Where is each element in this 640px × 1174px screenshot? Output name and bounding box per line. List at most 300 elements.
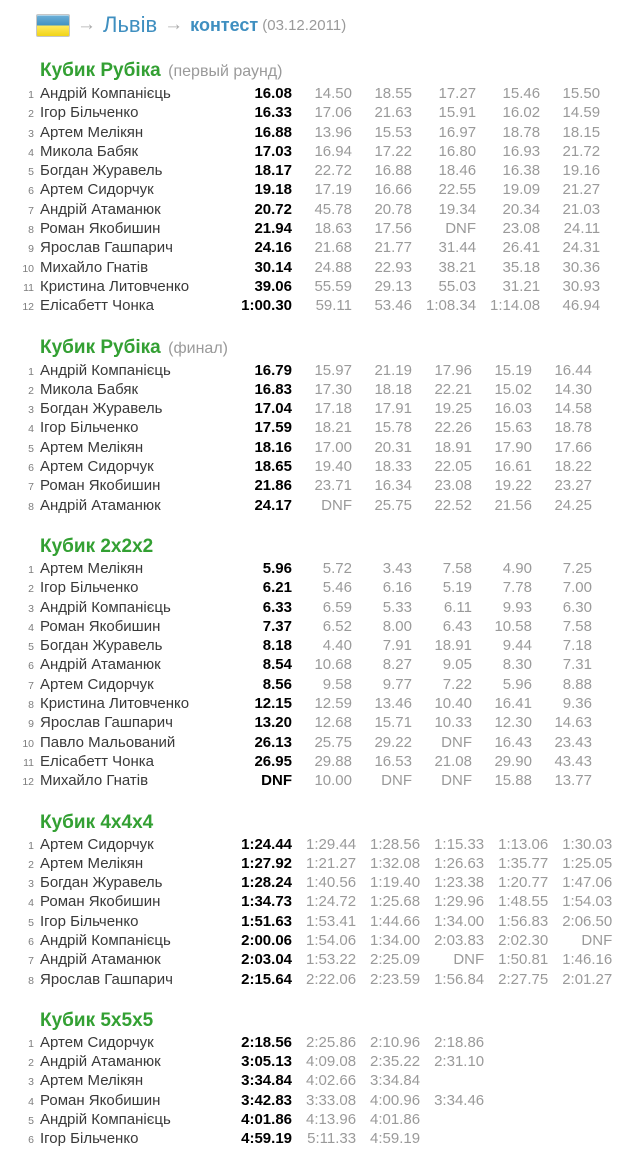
solve-time-cell: 35.18 <box>502 258 541 276</box>
solve-time-cell: 15.88 <box>494 772 532 790</box>
event-heading <box>40 61 640 82</box>
event-round-qualifier: (первый раунд) <box>163 63 283 80</box>
solve-time-cell: 19.22 <box>494 477 532 495</box>
solve-time-cell: 1:26.63 <box>434 854 485 872</box>
solve-time-cell: 43.43 <box>554 752 592 770</box>
competitor-name-cell: Ігор Більченко <box>40 104 139 122</box>
solve-time-cell: 2:18.86 <box>434 1033 485 1051</box>
solve-time-cell: 1:54.03 <box>562 893 613 911</box>
solve-time-cell: 18.15 <box>562 123 601 141</box>
event-section <box>18 1011 640 1150</box>
competitor-name-cell: Ігор Більченко <box>40 579 139 597</box>
solve-time-cell: 1:13.06 <box>498 835 549 853</box>
competitor-name-cell: Богдан Журавель <box>40 400 163 418</box>
result-row <box>18 695 592 714</box>
average-cell: 13.20 <box>254 714 292 732</box>
solve-time-cell: 17.22 <box>374 142 412 160</box>
competitor-name-cell: Роман Якобишин <box>40 220 161 238</box>
result-row <box>18 162 600 181</box>
solve-time-cell: 1:56.84 <box>434 970 485 988</box>
solve-time-cell: 16.44 <box>554 361 592 379</box>
solve-time-cell: 10.68 <box>314 656 352 674</box>
solve-time-cell: 14.30 <box>554 380 592 398</box>
average-cell: 3:34.84 <box>241 1072 292 1090</box>
competitor-name-cell: Кристина Литовченко <box>40 695 190 713</box>
solve-time-cell: 1:34.00 <box>434 912 485 930</box>
city-link[interactable]: Львів <box>103 12 158 37</box>
result-row <box>18 656 592 675</box>
rank-cell: 1 <box>28 839 34 852</box>
average-cell: 21.94 <box>254 220 292 238</box>
solve-time-cell: 18.33 <box>374 458 412 476</box>
rank-cell: 6 <box>28 935 34 948</box>
solve-time-cell: 4.90 <box>502 559 532 577</box>
solve-time-cell: 17.18 <box>314 400 352 418</box>
solve-time-cell: 24.11 <box>563 220 601 238</box>
solve-time-cell: 18.18 <box>374 380 412 398</box>
competitor-name-cell: Ярослав Гашпарич <box>40 970 173 988</box>
competitor-name-cell: Ярослав Гашпарич <box>40 239 173 257</box>
rank-cell: 2 <box>28 108 34 121</box>
average-cell: 2:18.56 <box>241 1033 292 1051</box>
rank-cell: 7 <box>28 204 34 217</box>
solve-time-cell: 24.31 <box>562 239 601 257</box>
solve-time-cell: 12.68 <box>314 714 352 732</box>
solve-time-cell: 15.53 <box>374 123 412 141</box>
result-row <box>18 220 600 239</box>
average-cell: 16.33 <box>254 104 292 122</box>
rank-cell: 12 <box>22 776 34 789</box>
rank-cell: 10 <box>22 737 34 750</box>
solve-time-cell: 5.72 <box>322 559 352 577</box>
solve-time-cell: 21.77 <box>374 239 412 257</box>
solve-time-cell: 7.22 <box>442 675 472 693</box>
solve-time-cell: 16.97 <box>438 123 477 141</box>
rank-cell: 3 <box>28 1076 34 1089</box>
solve-time-cell <box>420 1111 484 1130</box>
solve-time-cell: 2:02.30 <box>498 931 549 949</box>
solve-time-cell: 29.90 <box>494 752 532 770</box>
average-cell: 8.56 <box>262 675 292 693</box>
rank-cell: 3 <box>28 127 34 140</box>
solve-time-cell: 13.77 <box>554 772 592 790</box>
event-title: Кубик 5x5x5 <box>40 1009 154 1031</box>
solve-time-cell: 7.58 <box>442 559 472 577</box>
solve-time-cell: 1:54.06 <box>306 931 357 949</box>
solve-time-cell: DNF <box>441 772 472 790</box>
solve-time-cell: DNF <box>381 772 412 790</box>
result-row <box>18 855 612 874</box>
result-row <box>18 497 592 516</box>
competitor-name-cell: Андрій Атаманюк <box>40 200 161 218</box>
solve-time-cell: 1:47.06 <box>562 874 613 892</box>
solve-time-cell: 20.31 <box>374 438 412 456</box>
result-row <box>18 1034 484 1053</box>
solve-time-cell: 17.66 <box>554 438 592 456</box>
average-cell: 21.86 <box>254 477 292 495</box>
competitor-name-cell: Кристина Литовченко <box>40 277 190 295</box>
rank-cell: 4 <box>28 1095 34 1108</box>
solve-time-cell: 15.91 <box>438 104 477 122</box>
solve-time-cell: 16.34 <box>374 477 412 495</box>
average-cell: 16.08 <box>254 85 292 102</box>
average-cell: 7.37 <box>262 617 292 635</box>
result-row <box>18 143 600 162</box>
solve-time-cell: 1:30.03 <box>562 835 613 853</box>
average-cell: 18.16 <box>254 438 292 456</box>
contest-link[interactable]: контест <box>190 14 259 35</box>
results-table <box>18 85 600 317</box>
average-cell: 8.18 <box>262 637 292 655</box>
result-row <box>18 124 600 143</box>
solve-time-cell: 19.34 <box>438 200 477 218</box>
solve-time-cell: 13.96 <box>314 123 352 141</box>
solve-time-cell: 17.00 <box>314 438 352 456</box>
result-row <box>18 637 592 656</box>
rank-cell: 4 <box>28 146 34 159</box>
result-row <box>18 439 592 458</box>
solve-time-cell: 21.63 <box>374 104 412 122</box>
solve-time-cell: 19.25 <box>434 400 472 418</box>
result-row <box>18 201 600 220</box>
solve-time-cell: 15.50 <box>562 85 601 102</box>
solve-time-cell: 30.93 <box>562 277 601 295</box>
result-row <box>18 400 592 419</box>
solve-time-cell: 15.19 <box>494 361 532 379</box>
competitor-name-cell: Ігор Більченко <box>40 1130 139 1148</box>
average-cell: 18.17 <box>254 162 292 180</box>
solve-time-cell: 17.56 <box>374 220 412 238</box>
competitor-name-cell: Микола Бабяк <box>40 380 139 398</box>
average-cell: 6.21 <box>262 579 292 597</box>
solve-time-cell: 29.13 <box>374 277 412 295</box>
competitor-name-cell: Артем Сидорчук <box>40 1033 154 1051</box>
average-cell: 26.95 <box>254 752 292 770</box>
solve-time-cell: 16.53 <box>374 752 412 770</box>
rank-cell: 7 <box>28 679 34 692</box>
average-cell: 24.16 <box>254 239 292 257</box>
solve-time-cell: 21.08 <box>434 752 472 770</box>
average-cell: 26.13 <box>254 733 292 751</box>
result-row <box>18 104 600 123</box>
rank-cell: 2 <box>28 583 34 596</box>
solve-time-cell: 7.18 <box>562 637 592 655</box>
average-cell: 1:27.92 <box>241 854 292 872</box>
result-row <box>18 874 612 893</box>
contest-date: (03.12.2011) <box>262 16 347 34</box>
competitor-name-cell: Роман Якобишин <box>40 477 161 495</box>
solve-time-cell: 46.94 <box>562 297 601 315</box>
competitor-name-cell: Богдан Журавель <box>40 162 163 180</box>
solve-time-cell: 22.52 <box>434 496 472 514</box>
solve-time-cell: 16.38 <box>502 162 541 180</box>
solve-time-cell: 14.50 <box>314 85 352 102</box>
solve-time-cell: 16.80 <box>438 142 477 160</box>
solve-time-cell: 1:32.08 <box>370 854 421 872</box>
solve-time-cell: 21.68 <box>314 239 352 257</box>
result-row <box>18 893 612 912</box>
solve-time-cell: 29.88 <box>314 752 352 770</box>
solve-time-cell: 7.91 <box>382 637 412 655</box>
solve-time-cell: 2:01.27 <box>562 970 613 988</box>
solve-time-cell: 2:25.09 <box>370 951 421 969</box>
rank-cell: 11 <box>23 756 34 769</box>
solve-time-cell: 22.21 <box>434 380 472 398</box>
breadcrumb <box>36 10 640 40</box>
solve-time-cell: 1:15.33 <box>434 835 485 853</box>
event-section <box>18 338 640 516</box>
solve-time-cell: 7.31 <box>562 656 592 674</box>
competitor-name-cell: Богдан Журавель <box>40 637 163 655</box>
result-row <box>18 836 612 855</box>
results-table <box>18 836 612 990</box>
solve-time-cell: 25.75 <box>374 496 412 514</box>
solve-time-cell: 6.43 <box>442 617 472 635</box>
solve-time-cell: 7.25 <box>562 559 592 577</box>
solve-time-cell: 15.63 <box>494 419 532 437</box>
solve-time-cell: 4:01.86 <box>370 1111 421 1129</box>
solve-time-cell: 9.58 <box>322 675 352 693</box>
average-cell: 16.88 <box>254 123 292 141</box>
competitor-name-cell: Андрій Атаманюк <box>40 1053 161 1071</box>
rank-cell: 6 <box>28 1134 34 1147</box>
solve-time-cell: 9.36 <box>562 695 592 713</box>
solve-time-cell: 17.96 <box>434 361 472 379</box>
solve-time-cell: 9.77 <box>382 675 412 693</box>
solve-time-cell: 10.00 <box>314 772 352 790</box>
result-row <box>18 753 592 772</box>
average-cell: 19.18 <box>254 181 292 199</box>
competitor-name-cell: Артем Сидорчук <box>40 835 154 853</box>
solve-time-cell: 4:13.96 <box>306 1111 357 1129</box>
average-cell: 17.03 <box>254 142 292 160</box>
rank-cell: 6 <box>28 185 34 198</box>
event-heading <box>40 813 640 833</box>
solve-time-cell: 16.41 <box>494 695 532 713</box>
average-cell: 30.14 <box>254 258 292 276</box>
rank-cell: 8 <box>28 699 34 712</box>
average-cell: 8.54 <box>262 656 292 674</box>
solve-time-cell: DNF <box>321 496 352 514</box>
solve-time-cell: 1:14.08 <box>490 297 541 315</box>
competitor-name-cell: Елісабетт Чонка <box>40 752 154 770</box>
solve-time-cell: 18.78 <box>502 123 541 141</box>
solve-time-cell: 18.55 <box>374 85 412 102</box>
solve-time-cell: 4:09.08 <box>306 1053 357 1071</box>
solve-time-cell: 10.40 <box>434 695 472 713</box>
result-row <box>18 1111 484 1130</box>
solve-time-cell: 26.41 <box>502 239 541 257</box>
competitor-name-cell: Андрій Атаманюк <box>40 951 161 969</box>
rank-cell: 2 <box>28 858 34 871</box>
solve-time-cell: 2:35.22 <box>370 1053 421 1071</box>
solve-time-cell: 8.30 <box>502 656 532 674</box>
solve-time-cell: 16.93 <box>502 142 541 160</box>
solve-time-cell: 10.58 <box>494 617 532 635</box>
competitor-name-cell: Артем Мелікян <box>40 1072 144 1090</box>
competitor-name-cell: Андрій Компанієць <box>40 361 171 379</box>
solve-time-cell: 1:25.05 <box>562 854 613 872</box>
rank-cell: 5 <box>28 916 34 929</box>
average-cell: 3:42.83 <box>241 1091 292 1109</box>
average-cell: 1:28.24 <box>241 874 292 892</box>
result-row <box>18 259 600 278</box>
solve-time-cell: 4:02.66 <box>306 1072 357 1090</box>
solve-time-cell: 15.71 <box>374 714 412 732</box>
result-row <box>18 1072 484 1091</box>
solve-time-cell: 20.78 <box>374 200 412 218</box>
rank-cell: 11 <box>23 281 34 294</box>
competitor-name-cell: Микола Бабяк <box>40 142 139 160</box>
average-cell: 2:15.64 <box>241 970 292 988</box>
average-cell: 39.06 <box>254 277 292 295</box>
solve-time-cell: 1:08.34 <box>426 297 477 315</box>
event-title: Кубик Рубіка <box>40 336 161 358</box>
results-table <box>18 362 592 516</box>
average-cell: 3:05.13 <box>241 1053 292 1071</box>
result-row <box>18 734 592 753</box>
solve-time-cell: 3:34.46 <box>434 1091 485 1109</box>
solve-time-cell: 1:24.72 <box>306 893 357 911</box>
solve-time-cell: 19.16 <box>562 162 601 180</box>
solve-time-cell: 1:29.96 <box>434 893 485 911</box>
solve-time-cell: 23.43 <box>554 733 592 751</box>
solve-time-cell: 12.59 <box>314 695 352 713</box>
result-row <box>18 297 600 316</box>
event-section <box>18 537 640 792</box>
solve-time-cell: 7.58 <box>562 617 592 635</box>
solve-time-cell: 10.33 <box>434 714 472 732</box>
solve-time-cell: 1:46.16 <box>562 951 613 969</box>
rank-cell: 4 <box>28 621 34 634</box>
competitor-name-cell: Артем Мелікян <box>40 438 144 456</box>
solve-time-cell: 24.88 <box>314 258 352 276</box>
solve-time-cell: 4:59.19 <box>370 1130 421 1148</box>
competitor-name-cell: Артем Сидорчук <box>40 181 154 199</box>
average-cell: 1:00.30 <box>241 297 292 315</box>
solve-time-cell: 55.03 <box>438 277 477 295</box>
solve-time-cell: 21.27 <box>562 181 601 199</box>
solve-time-cell: 1:28.56 <box>370 835 421 853</box>
solve-time-cell: 2:23.59 <box>370 970 421 988</box>
solve-time-cell: 22.72 <box>314 162 352 180</box>
event-heading <box>40 338 640 359</box>
solve-time-cell: 1:35.77 <box>498 854 549 872</box>
solve-time-cell: 19.09 <box>502 181 541 199</box>
solve-time-cell: 1:53.41 <box>306 912 357 930</box>
solve-time-cell: 29.22 <box>374 733 412 751</box>
rank-cell: 6 <box>28 660 34 673</box>
solve-time-cell: 5.19 <box>442 579 472 597</box>
result-row <box>18 599 592 618</box>
rank-cell: 9 <box>28 243 34 256</box>
solve-time-cell: 1:50.81 <box>498 951 549 969</box>
solve-time-cell: 18.46 <box>438 162 477 180</box>
rank-cell: 2 <box>28 1057 34 1070</box>
rank-cell: 3 <box>28 878 34 891</box>
solve-time-cell: 2:27.75 <box>498 970 549 988</box>
result-row <box>18 932 612 951</box>
competitor-name-cell: Андрій Атаманюк <box>40 656 161 674</box>
solve-time-cell: 18.78 <box>554 419 592 437</box>
solve-time-cell <box>420 1130 484 1149</box>
solve-time-cell: 18.63 <box>314 220 352 238</box>
solve-time-cell: 5.46 <box>322 579 352 597</box>
solve-time-cell: 59.11 <box>315 297 352 315</box>
solve-time-cell: 15.78 <box>374 419 412 437</box>
solve-time-cell: 5.33 <box>382 598 412 616</box>
solve-time-cell: 16.03 <box>494 400 532 418</box>
solve-time-cell: 1:40.56 <box>306 874 357 892</box>
result-row <box>18 772 592 791</box>
results-table <box>18 560 592 792</box>
solve-time-cell: 13.46 <box>374 695 412 713</box>
result-row <box>18 1053 484 1072</box>
result-row <box>18 1092 484 1111</box>
solve-time-cell: 1:44.66 <box>370 912 421 930</box>
rank-cell: 5 <box>28 1115 34 1128</box>
solve-time-cell: 24.25 <box>554 496 592 514</box>
solve-time-cell: 21.19 <box>374 361 412 379</box>
solve-time-cell: DNF <box>445 220 477 238</box>
solve-time-cell: 7.00 <box>562 579 592 597</box>
competitor-name-cell: Михайло Гнатів <box>40 258 149 276</box>
solve-time-cell: DNF <box>581 931 613 949</box>
rank-cell: 7 <box>28 955 34 968</box>
average-cell: 1:34.73 <box>241 893 292 911</box>
solve-time-cell: 1:56.83 <box>498 912 549 930</box>
rank-cell: 8 <box>28 224 34 237</box>
rank-cell: 3 <box>28 404 34 417</box>
solve-time-cell: 1:29.44 <box>306 835 357 853</box>
solve-time-cell: 18.22 <box>554 458 592 476</box>
breadcrumb-arrow-icon: → <box>164 14 184 35</box>
solve-time-cell: 38.21 <box>438 258 477 276</box>
solve-time-cell: 8.88 <box>562 675 592 693</box>
solve-time-cell: 55.59 <box>314 277 352 295</box>
solve-time-cell: 16.43 <box>494 733 532 751</box>
competitor-name-cell: Ігор Більченко <box>40 419 139 437</box>
result-row <box>18 239 600 258</box>
solve-time-cell: 2:31.10 <box>434 1053 485 1071</box>
average-cell: 18.65 <box>254 458 292 476</box>
solve-time-cell: 15.02 <box>494 380 532 398</box>
solve-time-cell: 23.27 <box>554 477 592 495</box>
competitor-name-cell: Андрій Компанієць <box>40 85 171 102</box>
competitor-name-cell: Елісабетт Чонка <box>40 297 154 315</box>
solve-time-cell: 6.59 <box>322 598 352 616</box>
average-cell: 4:01.86 <box>241 1111 292 1129</box>
average-cell: 16.83 <box>254 380 292 398</box>
solve-time-cell: 1:25.68 <box>370 893 421 911</box>
average-cell: 6.33 <box>262 598 292 616</box>
solve-time-cell: 15.46 <box>502 85 541 102</box>
event-title: Кубик 2x2x2 <box>40 535 154 557</box>
average-cell: 2:00.06 <box>241 931 292 949</box>
rank-cell: 7 <box>28 481 34 494</box>
solve-time-cell: 45.78 <box>314 200 352 218</box>
solve-time-cell: 16.88 <box>374 162 412 180</box>
solve-time-cell: 53.46 <box>374 297 412 315</box>
solve-time-cell: 2:22.06 <box>306 970 357 988</box>
result-row <box>18 278 600 297</box>
solve-time-cell: 2:25.86 <box>306 1033 357 1051</box>
competitor-name-cell: Артем Мелікян <box>40 123 144 141</box>
average-cell: 1:24.44 <box>241 835 292 853</box>
rank-cell: 5 <box>28 641 34 654</box>
average-cell: 4:59.19 <box>241 1130 292 1148</box>
solve-time-cell: 8.27 <box>382 656 412 674</box>
